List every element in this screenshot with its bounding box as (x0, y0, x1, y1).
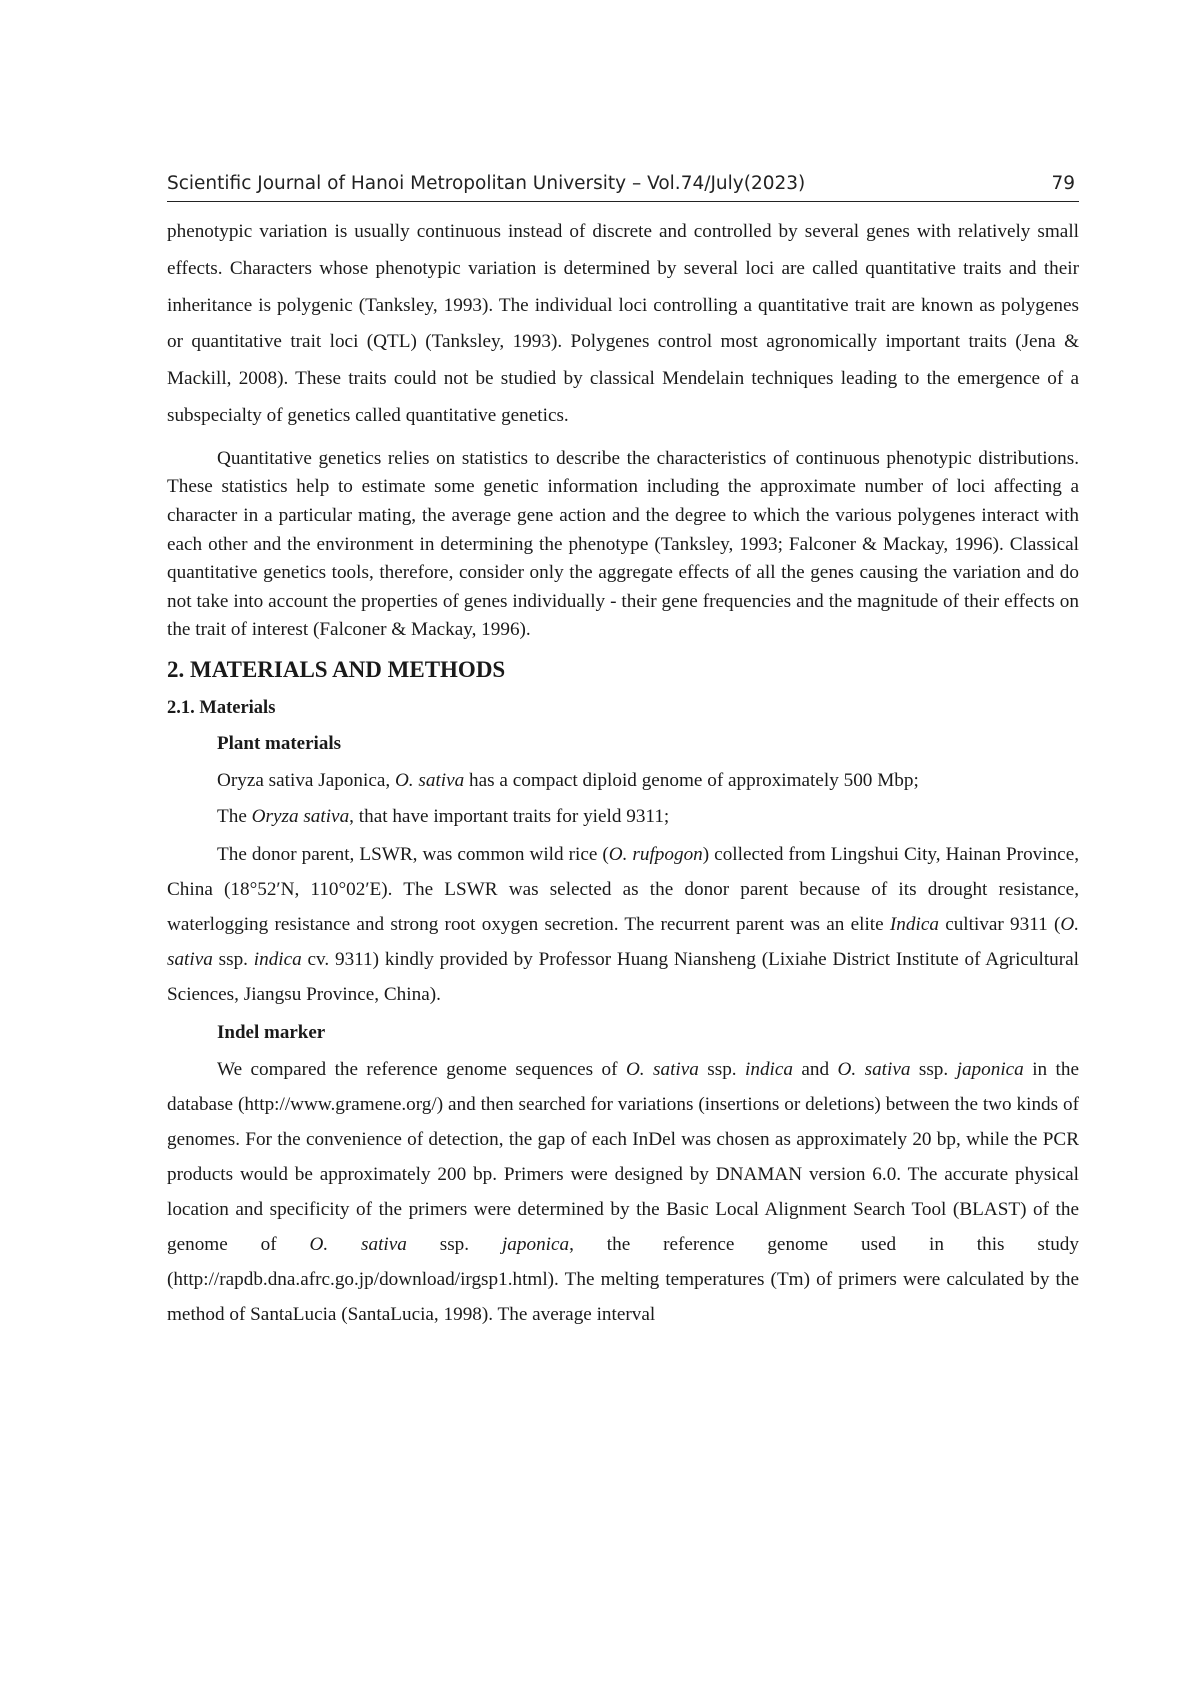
paragraph-quantitative-genetics: Quantitative genetics relies on statistics to describe the characteristics of continuous phenotypic distributions. These statistics help to estimate some genetic information including the approximate number of loci affecting a character in a particular mating, the average gene action and the degree to which the various polygenes interact with each other and the environment in determining the phenotype (Tanksley, 1993; Falconer & Mackay, 1996). Classical quantitative genetics tools, therefore, consider only the aggregate effects of all the genes causing the variation and do not take into account the properties of genes individually - their gene frequencies and the magnitude of their effects on the trait of interest (Falconer & Mackay, 1996). (167, 447, 1079, 641)
text-span: cv. 9311) kindly provided by Professor Huang Niansheng (Lixiahe District Institute of Agricultural Sciences, Jiangsu Province, China). (167, 948, 1080, 1005)
species-name: japonica (956, 1058, 1024, 1080)
text-span: and (793, 1058, 838, 1080)
subsection-heading-materials: 2.1. Materials (167, 697, 276, 718)
species-name: O. sativa (394, 769, 465, 791)
text-span: ssp. (698, 1058, 746, 1080)
species-name: indica (253, 948, 302, 970)
journal-title: Scientific Journal of Hanoi Metropolitan University – Vol.74/July(2023) (167, 173, 806, 194)
heading-plant-materials: Plant materials (217, 732, 342, 754)
text-span: has a compact diploid genome of approximately 500 Mbp; (464, 769, 919, 791)
text-span: , the reference genome used in this study (http://rapdb.dna.afrc.go.jp/download/irgsp1.html). The melting temperatures (Tm) of primers were calculated by the method of SantaLucia (SantaLucia, 1998). The average interval (167, 1233, 1079, 1325)
species-name: O. sativa (309, 1233, 407, 1255)
text-span: ssp. (406, 1233, 502, 1255)
plant-material-line-japonica (217, 763, 1079, 799)
text-span: We compared the reference genome sequences of (217, 1058, 626, 1080)
text-span: Oryza sativa Japonica, (217, 769, 395, 791)
species-name: O. sativa (625, 1058, 699, 1080)
paragraph-quantitative-traits: phenotypic variation is usually continuous instead of discrete and controlled by several genes with relatively small effects. Characters whose phenotypic variation is determined by several loci are called quantitative traits and their inheritance is polygenic (Tanksley, 1993). The individual loci controlling a quantitative trait are known as polygenes or quantitative trait loci (QTL) (Tanksley, 1993). Polygenes control most agronomically important traits (Jena & Mackill, 2008). These traits could not be studied by classical Mendelain techniques leading to the emergence of a subspecialty of genetics called quantitative genetics. (167, 221, 1079, 426)
paragraph-donor-parent (167, 837, 1079, 1012)
text-span: The donor parent, LSWR, was common wild rice ( (217, 843, 609, 865)
section-heading-materials-and-methods: 2. MATERIALS AND METHODS (167, 656, 506, 682)
body-text (167, 214, 1079, 1332)
text-span: cultivar 9311 ( (938, 913, 1061, 935)
text-span: ssp. (910, 1058, 957, 1080)
page-number: 79 (1051, 173, 1075, 194)
heading-indel-marker: Indel marker (217, 1021, 326, 1043)
species-name: O. sativa (837, 1058, 911, 1080)
text-span: ) collected from Lingshui City, Hainan Province, China (18°52′N, 110°02′E). The LSWR was selected as the donor parent because of its drought resistance, waterlogging resistance and strong root oxygen secretion. The recurrent parent was an elite (167, 843, 1080, 935)
text-span: ssp. (212, 948, 254, 970)
text-span: The (217, 805, 252, 827)
text-span: , that have important traits for yield 9311; (349, 805, 670, 827)
plant-material-line-yield (217, 799, 1079, 835)
running-header (167, 171, 1079, 202)
species-name: O. sativa (167, 913, 1080, 970)
species-name: indica (745, 1058, 793, 1080)
paragraph-indel-marker (167, 1052, 1079, 1332)
text-span: in the database (http://www.gramene.org/) and then searched for variations (insertions or deletions) between the two kinds of genomes. For the convenience of detection, the gap of each InDel was chosen as approximately 20 bp, while the PCR products would be approximately 200 bp. Primers were designed by DNAMAN version 6.0. The accurate physical location and specificity of the primers were determined by the Basic Local Alignment Search Tool (BLAST) of the genome of (167, 1058, 1079, 1255)
species-name: Indica (889, 913, 939, 935)
species-name: Oryza sativa (251, 805, 350, 827)
species-name: japonica (501, 1233, 570, 1255)
species-name: O. rufpogon (608, 843, 703, 865)
